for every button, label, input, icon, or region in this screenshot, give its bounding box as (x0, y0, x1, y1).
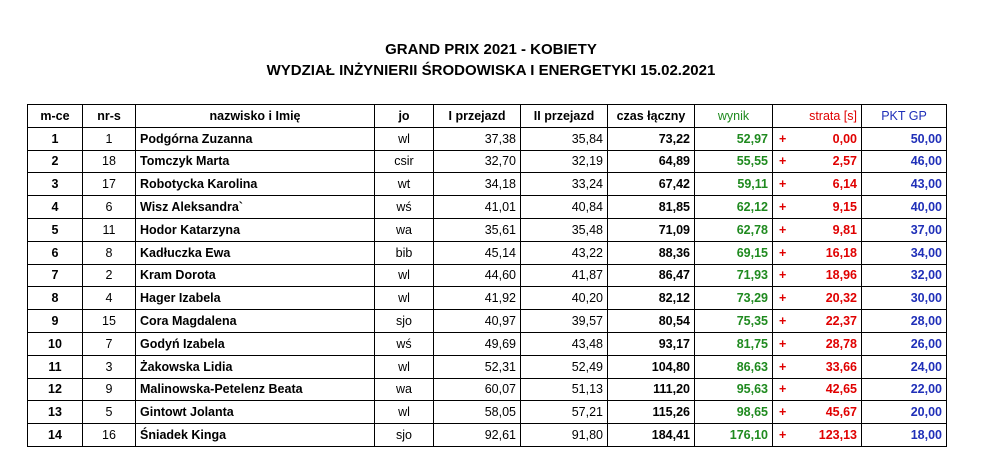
header-nr: nr-s (83, 105, 136, 128)
header-total: czas łączny (608, 105, 695, 128)
cell-run1: 37,38 (434, 127, 521, 150)
cell-nr: 11 (83, 218, 136, 241)
cell-strata (773, 310, 862, 333)
cell-strata (773, 196, 862, 219)
cell-place: 1 (28, 127, 83, 150)
cell-wynik: 62,12 (695, 196, 773, 219)
cell-pkt: 43,00 (862, 173, 947, 196)
cell-jo: csir (375, 150, 434, 173)
cell-nr: 18 (83, 150, 136, 173)
cell-run2: 43,48 (521, 332, 608, 355)
cell-strata (773, 150, 862, 173)
strata-value: 9,81 (832, 222, 857, 237)
table-row (28, 173, 947, 196)
cell-nr: 15 (83, 310, 136, 333)
table-row (28, 424, 947, 447)
cell-wynik: 55,55 (695, 150, 773, 173)
strata-value: 123,13 (818, 428, 857, 443)
cell-strata (773, 241, 862, 264)
cell-wynik: 86,63 (695, 355, 773, 378)
strata-value: 33,66 (825, 359, 857, 374)
cell-jo: wś (375, 196, 434, 219)
cell-run2: 43,22 (521, 241, 608, 264)
cell-jo: wa (375, 378, 434, 401)
cell-run2: 35,48 (521, 218, 608, 241)
cell-place: 2 (28, 150, 83, 173)
cell-name: Hodor Katarzyna (136, 218, 375, 241)
strata-sign: + (779, 291, 787, 306)
cell-nr: 3 (83, 355, 136, 378)
table-row (28, 241, 947, 264)
cell-name: Godyń Izabela (136, 332, 375, 355)
cell-place: 12 (28, 378, 83, 401)
strata-sign: + (779, 314, 787, 329)
cell-run2: 91,80 (521, 424, 608, 447)
cell-nr: 8 (83, 241, 136, 264)
cell-place: 11 (28, 355, 83, 378)
table-row (28, 310, 947, 333)
strata-sign: + (779, 200, 787, 215)
cell-jo: sjo (375, 424, 434, 447)
cell-strata (773, 287, 862, 310)
cell-place: 7 (28, 264, 83, 287)
strata-value: 45,67 (825, 405, 857, 420)
strata-value: 6,14 (832, 177, 857, 192)
table-row (28, 127, 947, 150)
cell-total: 104,80 (608, 355, 695, 378)
cell-name: Kadłuczka Ewa (136, 241, 375, 264)
cell-name: Robotycka Karolina (136, 173, 375, 196)
cell-nr: 17 (83, 173, 136, 196)
strata-sign: + (779, 245, 787, 260)
cell-run2: 51,13 (521, 378, 608, 401)
cell-name: Żakowska Lidia (136, 355, 375, 378)
cell-pkt: 40,00 (862, 196, 947, 219)
cell-name: Wisz Aleksandra` (136, 196, 375, 219)
cell-run2: 33,24 (521, 173, 608, 196)
cell-pkt: 24,00 (862, 355, 947, 378)
cell-pkt: 30,00 (862, 287, 947, 310)
cell-wynik: 81,75 (695, 332, 773, 355)
strata-sign: + (779, 428, 787, 443)
header-strata: strata [s] (773, 105, 862, 128)
cell-strata (773, 424, 862, 447)
strata-value: 28,78 (825, 336, 857, 351)
cell-jo: wa (375, 218, 434, 241)
cell-strata (773, 127, 862, 150)
cell-run1: 58,05 (434, 401, 521, 424)
cell-run2: 39,57 (521, 310, 608, 333)
cell-run1: 41,92 (434, 287, 521, 310)
table-body (28, 127, 947, 446)
cell-pkt: 34,00 (862, 241, 947, 264)
cell-run1: 40,97 (434, 310, 521, 333)
cell-wynik: 62,78 (695, 218, 773, 241)
cell-total: 82,12 (608, 287, 695, 310)
cell-strata (773, 355, 862, 378)
cell-jo: sjo (375, 310, 434, 333)
table-row (28, 150, 947, 173)
cell-run2: 52,49 (521, 355, 608, 378)
cell-place: 8 (28, 287, 83, 310)
cell-nr: 6 (83, 196, 136, 219)
cell-nr: 9 (83, 378, 136, 401)
cell-total: 93,17 (608, 332, 695, 355)
cell-jo: wt (375, 173, 434, 196)
strata-value: 0,00 (832, 131, 857, 146)
cell-total: 71,09 (608, 218, 695, 241)
header-place: m-ce (28, 105, 83, 128)
cell-wynik: 52,97 (695, 127, 773, 150)
cell-place: 10 (28, 332, 83, 355)
cell-total: 111,20 (608, 378, 695, 401)
cell-name: Kram Dorota (136, 264, 375, 287)
cell-name: Podgórna Zuzanna (136, 127, 375, 150)
table-header-row (28, 105, 947, 128)
cell-pkt: 28,00 (862, 310, 947, 333)
cell-run2: 40,84 (521, 196, 608, 219)
cell-jo: wl (375, 127, 434, 150)
table-row (28, 332, 947, 355)
header-wynik: wynik (695, 105, 773, 128)
cell-name: Malinowska-Petelenz Beata (136, 378, 375, 401)
header-run1: I przejazd (434, 105, 521, 128)
cell-pkt: 22,00 (862, 378, 947, 401)
results-table (27, 104, 947, 447)
header-run2: II przejazd (521, 105, 608, 128)
cell-run1: 34,18 (434, 173, 521, 196)
cell-nr: 2 (83, 264, 136, 287)
cell-strata (773, 332, 862, 355)
strata-sign: + (779, 222, 787, 237)
cell-wynik: 176,10 (695, 424, 773, 447)
table-row (28, 378, 947, 401)
cell-run2: 41,87 (521, 264, 608, 287)
cell-total: 64,89 (608, 150, 695, 173)
strata-sign: + (779, 268, 787, 283)
cell-nr: 16 (83, 424, 136, 447)
cell-place: 4 (28, 196, 83, 219)
strata-value: 42,65 (825, 382, 857, 397)
strata-value: 9,15 (832, 200, 857, 215)
cell-strata (773, 173, 862, 196)
cell-run1: 60,07 (434, 378, 521, 401)
header-jo: jo (375, 105, 434, 128)
cell-nr: 7 (83, 332, 136, 355)
cell-place: 13 (28, 401, 83, 424)
cell-total: 73,22 (608, 127, 695, 150)
table-row (28, 196, 947, 219)
cell-total: 67,42 (608, 173, 695, 196)
cell-strata (773, 264, 862, 287)
cell-jo: wl (375, 264, 434, 287)
table-row (28, 401, 947, 424)
strata-value: 22,37 (825, 314, 857, 329)
strata-sign: + (779, 405, 787, 420)
cell-pkt: 46,00 (862, 150, 947, 173)
page-title: GRAND PRIX 2021 - KOBIETY (385, 41, 597, 58)
strata-sign: + (779, 359, 787, 374)
strata-sign: + (779, 154, 787, 169)
cell-run1: 92,61 (434, 424, 521, 447)
cell-run1: 44,60 (434, 264, 521, 287)
strata-sign: + (779, 382, 787, 397)
strata-sign: + (779, 336, 787, 351)
cell-run1: 32,70 (434, 150, 521, 173)
cell-place: 14 (28, 424, 83, 447)
cell-run1: 49,69 (434, 332, 521, 355)
cell-name: Śniadek Kinga (136, 424, 375, 447)
cell-run2: 57,21 (521, 401, 608, 424)
strata-sign: + (779, 131, 787, 146)
cell-run1: 45,14 (434, 241, 521, 264)
table-row (28, 218, 947, 241)
cell-jo: wl (375, 287, 434, 310)
strata-value: 2,57 (832, 154, 857, 169)
cell-run1: 41,01 (434, 196, 521, 219)
cell-pkt: 18,00 (862, 424, 947, 447)
strata-value: 18,96 (825, 268, 857, 283)
cell-strata (773, 401, 862, 424)
cell-total: 81,85 (608, 196, 695, 219)
cell-run1: 52,31 (434, 355, 521, 378)
cell-name: Hager Izabela (136, 287, 375, 310)
cell-place: 3 (28, 173, 83, 196)
cell-pkt: 26,00 (862, 332, 947, 355)
cell-wynik: 75,35 (695, 310, 773, 333)
cell-jo: bib (375, 241, 434, 264)
cell-wynik: 69,15 (695, 241, 773, 264)
cell-pkt: 50,00 (862, 127, 947, 150)
strata-value: 20,32 (825, 291, 857, 306)
cell-total: 115,26 (608, 401, 695, 424)
cell-jo: wl (375, 401, 434, 424)
cell-name: Tomczyk Marta (136, 150, 375, 173)
page-subtitle: WYDZIAŁ INŻYNIERII ŚRODOWISKA I ENERGETYKI 15.02.2021 (266, 62, 716, 79)
title-block (0, 40, 982, 82)
cell-strata (773, 378, 862, 401)
cell-wynik: 73,29 (695, 287, 773, 310)
cell-run1: 35,61 (434, 218, 521, 241)
cell-run2: 35,84 (521, 127, 608, 150)
cell-total: 86,47 (608, 264, 695, 287)
cell-nr: 5 (83, 401, 136, 424)
table-row (28, 355, 947, 378)
cell-jo: wl (375, 355, 434, 378)
header-pkt: PKT GP (862, 105, 947, 128)
cell-nr: 4 (83, 287, 136, 310)
cell-name: Cora Magdalena (136, 310, 375, 333)
cell-name: Gintowt Jolanta (136, 401, 375, 424)
cell-run2: 32,19 (521, 150, 608, 173)
cell-wynik: 95,63 (695, 378, 773, 401)
cell-total: 88,36 (608, 241, 695, 264)
cell-strata (773, 218, 862, 241)
cell-run2: 40,20 (521, 287, 608, 310)
cell-wynik: 98,65 (695, 401, 773, 424)
strata-sign: + (779, 177, 787, 192)
cell-pkt: 20,00 (862, 401, 947, 424)
cell-jo: wś (375, 332, 434, 355)
cell-pkt: 37,00 (862, 218, 947, 241)
cell-total: 184,41 (608, 424, 695, 447)
table-row (28, 264, 947, 287)
cell-place: 5 (28, 218, 83, 241)
table-row (28, 287, 947, 310)
cell-wynik: 71,93 (695, 264, 773, 287)
cell-total: 80,54 (608, 310, 695, 333)
cell-nr: 1 (83, 127, 136, 150)
strata-value: 16,18 (825, 245, 857, 260)
cell-place: 9 (28, 310, 83, 333)
header-name: nazwisko i Imię (136, 105, 375, 128)
cell-wynik: 59,11 (695, 173, 773, 196)
cell-pkt: 32,00 (862, 264, 947, 287)
cell-place: 6 (28, 241, 83, 264)
